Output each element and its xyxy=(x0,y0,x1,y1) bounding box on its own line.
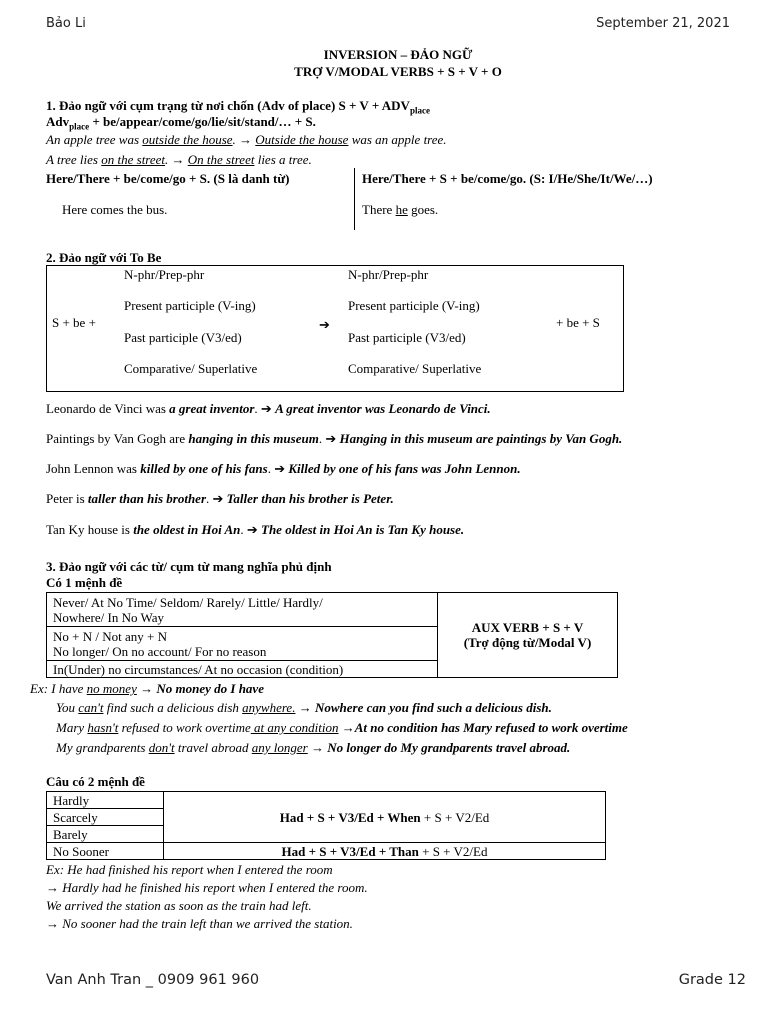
negative-adverbs-table xyxy=(46,592,618,678)
to-be-arrow-icon: ➔ xyxy=(319,317,330,332)
to-be-example: Tan Ky house is the oldest in Hoi An. ➔ The oldest in Hoi An is Tan Ky house. xyxy=(46,522,465,537)
negative-example: You can't find such a delicious dish anywhere. → Nowhere can you find such a delicious dish. xyxy=(56,700,552,715)
section1-heading: 1. Đảo ngữ với cụm trạng từ nơi chốn (Adv of place) $S + V + ADV_{place}$ xyxy=(46,98,430,116)
aux-verb-formula-cell: AUX VERB + S + V (Trợ động từ/Modal V) xyxy=(438,593,618,678)
to-be-left-label: S + be + xyxy=(52,315,96,330)
column-divider xyxy=(354,168,355,230)
header-date: September 21, 2021 xyxy=(596,16,730,31)
to-be-list-left-item: N-phr/Prep-phr xyxy=(124,267,205,282)
table-cell: In(Under) no circumstances/ At no occasion (condition) xyxy=(47,661,438,678)
section2-heading: 2. Đảo ngữ với To Be xyxy=(46,250,162,265)
here-there-example-pronoun: There he goes. xyxy=(362,202,439,217)
two-clause-example: We arrived the station as soon as the train had left. xyxy=(46,898,312,913)
to-be-example: Paintings by Van Gogh are hanging in this museum. ➔ Hanging in this museum are paintings by Van Gogh. xyxy=(46,431,623,446)
to-be-example: Peter is taller than his brother. ➔ Taller than his brother is Peter. xyxy=(46,491,394,506)
two-clause-example: Ex: He had finished his report when I entered the room xyxy=(46,862,333,877)
table-cell: Never/ At No Time/ Seldom/ Rarely/ Little/ Hardly/ Nowhere/ In No Way xyxy=(47,593,438,627)
to-be-list-right-item: N-phr/Prep-phr xyxy=(348,267,429,282)
section3-heading: 3. Đảo ngữ với các từ/ cụm từ mang nghĩa phủ định xyxy=(46,559,332,574)
here-there-example-noun: Here comes the bus. xyxy=(62,202,168,217)
two-clause-example: → No sooner had the train left than we arrived the station. xyxy=(46,916,353,931)
to-be-list-left-item: Present participle (V-ing) xyxy=(124,298,256,313)
to-be-list-left-item: Past participle (V3/ed) xyxy=(124,330,242,345)
negative-example: Ex: I have no money → No money do I have xyxy=(30,681,264,696)
table-cell: Scarcely xyxy=(47,809,164,826)
section1-example-2: A tree lies on the street. → On the street lies a tree. xyxy=(46,152,312,167)
to-be-right-label: + be + S xyxy=(556,315,600,330)
table-cell: Hardly xyxy=(47,792,164,809)
table-cell: No Sooner xyxy=(47,843,164,860)
header-author: Bảo Li xyxy=(46,16,86,31)
to-be-list-left-item: Comparative/ Superlative xyxy=(124,361,258,376)
footer-grade: Grade 12 xyxy=(678,972,746,988)
negative-example: My grandparents don't travel abroad any longer → No longer do My grandparents travel abroad. xyxy=(56,740,571,755)
to-be-list-right-item: Comparative/ Superlative xyxy=(348,361,482,376)
formula-than-cell: Had + S + V3/Ed + Than + S + V2/Ed xyxy=(164,843,606,860)
section3-subheading-two-clauses: Câu có 2 mệnh đề xyxy=(46,774,145,789)
two-clause-example: → Hardly had he finished his report when I entered the room. xyxy=(46,880,368,895)
title-line-1: INVERSION – ĐẢO NGỮ xyxy=(323,47,473,62)
title-line-2: TRỢ V/MODAL VERBS + S + V + O xyxy=(294,64,502,79)
table-cell: No + N / Not any + N No longer/ On no account/ For no reason xyxy=(47,627,438,661)
negative-example: Mary hasn't refused to work overtime at any condition →At no condition has Mary refused to work overtime xyxy=(56,720,628,735)
here-there-rule-noun: Here/There + be/come/go + S. (S là danh từ) xyxy=(46,171,290,186)
section1-formula: Adv$_{place}$ + be/appear/come/go/lie/sit/stand/… + S. xyxy=(46,114,316,132)
to-be-list-right-item: Present participle (V-ing) xyxy=(348,298,480,313)
to-be-example: John Lennon was killed by one of his fans. ➔ Killed by one of his fans was John Lennon. xyxy=(46,461,521,476)
formula-when-cell: Had + S + V3/Ed + When + S + V2/Ed xyxy=(164,792,606,843)
here-there-rule-pronoun: Here/There + S + be/come/go. (S: I/He/She/It/We/…) xyxy=(362,171,653,186)
section3-subheading-one-clause: Có 1 mệnh đề xyxy=(46,575,123,590)
section1-example-1: An apple tree was outside the house. → Outside the house was an apple tree. xyxy=(46,132,447,147)
to-be-example: Leonardo de Vinci was a great inventor. ➔ A great inventor was Leonardo de Vinci. xyxy=(46,401,491,416)
two-clause-table xyxy=(46,791,606,860)
footer-contact: Van Anh Tran _ 0909 961 960 xyxy=(46,972,260,988)
table-cell: Barely xyxy=(47,826,164,843)
to-be-list-right-item: Past participle (V3/ed) xyxy=(348,330,466,345)
